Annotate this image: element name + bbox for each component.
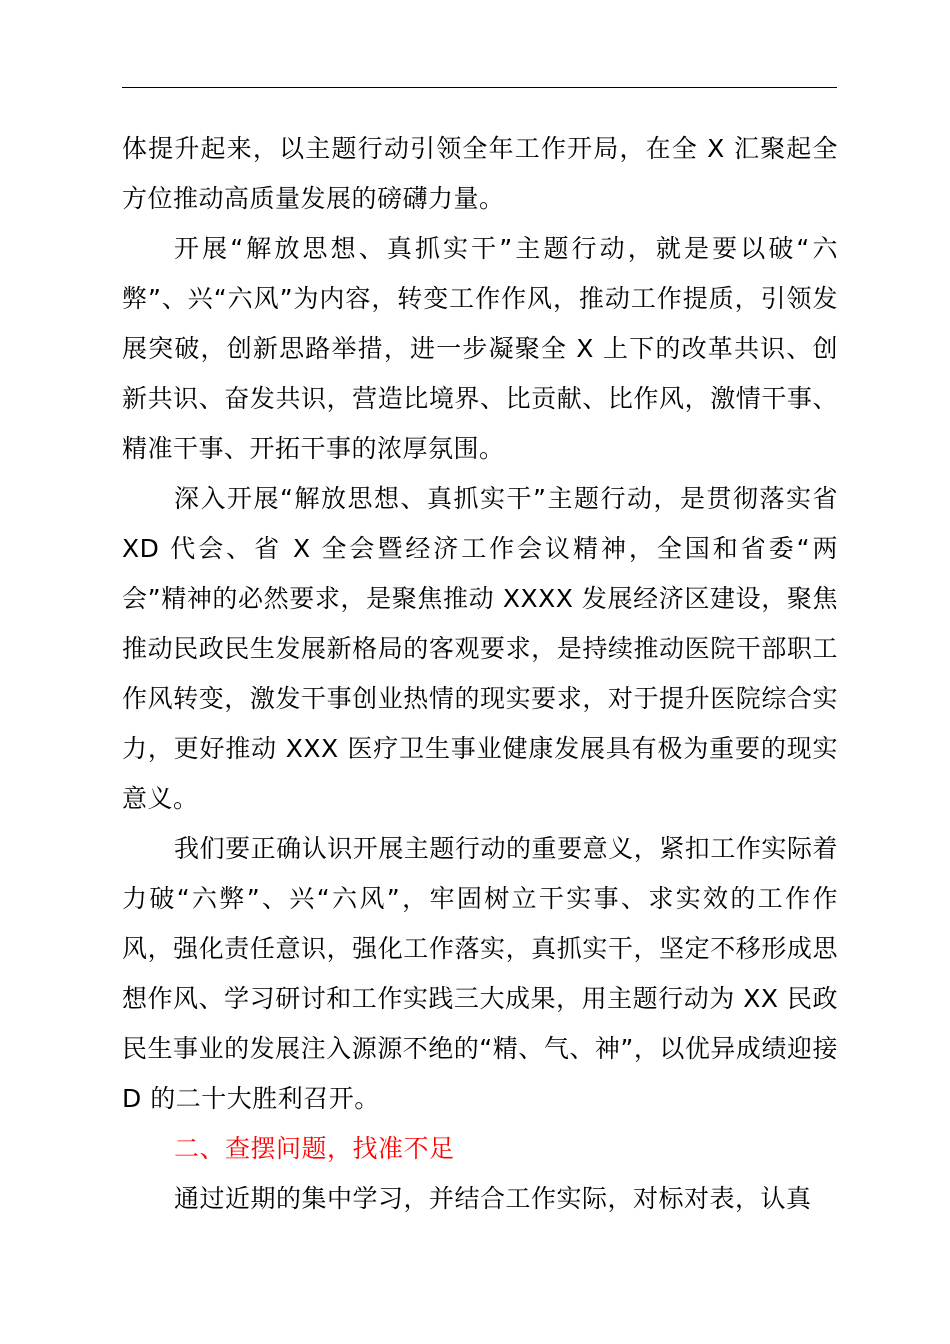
paragraph-review: 通过近期的集中学习，并结合工作实际，对标对表，认真 [174, 1184, 812, 1213]
paragraph-continuation: 体提升起来，以主题行动引领全年工作开局，在全 X 汇聚起全方位推动高质量发展的磅礴力量。 [122, 134, 838, 213]
document-body [122, 124, 838, 1224]
header-rule [122, 87, 837, 88]
paragraph-significance: 深入开展“解放思想、真抓实干”主题行动，是贯彻落实省 XD 代会、省 X 全会暨经济工作会议精神，全国和省委“两会”精神的必然要求，是聚焦推动 XXXX 发展经济区建设，聚焦推动民政民生发展新格局的客观要求，是持续推动医院干部职工作风转变，激发干事创业热情的现实要求，对于提升医院综合实力，更好推动 XXX 医疗卫生事业健康发展具有极为重要的现实意义。 [122, 484, 838, 813]
paragraph-understanding: 我们要正确认识开展主题行动的重要意义，紧扣工作实际着力破“六弊”、兴“六风”，牢固树立干实事、求实效的工作作风，强化责任意识，强化工作落实，真抓实干，坚定不移形成思想作风、学习研讨和工作实践三大成果，用主题行动为 XX 民政民生事业的发展注入源源不绝的“精、气、神”，以优异成绩迎接 D 的二十大胜利召开。 [122, 834, 838, 1113]
paragraph-theme-action: 开展“解放思想、真抓实干”主题行动，就是要以破“六弊”、兴“六风”为内容，转变工作作风，推动工作提质，引领发展突破，创新思路举措，进一步凝聚全 X 上下的改革共识、创新共识、奋发共识，营造比境界、比贡献、比作风，激情干事、精准干事、开拓干事的浓厚氛围。 [122, 234, 838, 463]
section-heading: 二、查摆问题，找准不足 [174, 1134, 455, 1163]
